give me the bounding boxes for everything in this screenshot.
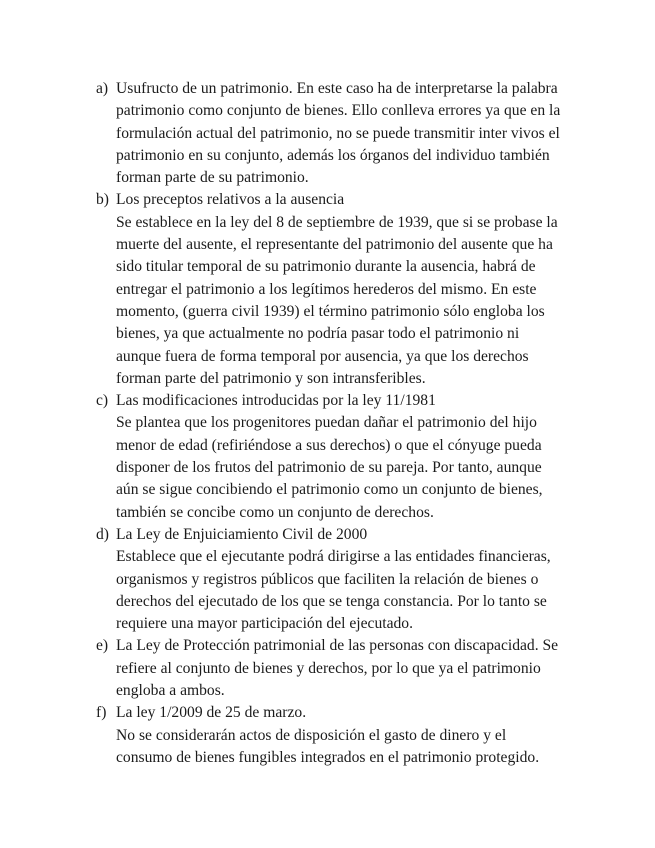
text-line: La Ley de Protección patrimonial de las personas con discapacidad. Se (116, 637, 559, 655)
text-line: muerte del ausente, el representante del patrimonio del ausente que ha (116, 236, 553, 254)
text-line: Establece que el ejecutante podrá dirigirse a las entidades financieras, (116, 548, 551, 566)
list-marker: f) (96, 704, 107, 722)
list-item-a (0, 78, 655, 189)
document-page (0, 78, 655, 769)
list-marker: d) (96, 525, 109, 543)
text-line: derechos del ejecutado de los que se tenga constancia. Por lo tanto se (116, 592, 547, 610)
text-line: requiere una mayor participación del ejecutado. (116, 615, 414, 633)
list-item-text (116, 390, 582, 524)
text-line: No se considerarán actos de disposición el gasto de dinero y el (116, 726, 507, 744)
text-line: aún se sigue concibiendo el patrimonio como un conjunto de bienes, (116, 481, 543, 499)
list-item-e (0, 635, 655, 702)
list-item-text (116, 635, 582, 702)
list-item-text (116, 524, 582, 635)
list-item-b (0, 189, 655, 390)
text-line: refiere al conjunto de bienes y derechos, por lo que ya el patrimonio (116, 659, 541, 677)
text-line: bienes, ya que actualmente no podría pasar todo el patrimonio ni (116, 325, 520, 343)
text-line: Se plantea que los progenitores puedan dañar el patrimonio del hijo (116, 414, 537, 432)
text-line: forman parte del patrimonio y son intransferibles. (116, 369, 426, 387)
list-item-text (116, 189, 582, 390)
text-line: patrimonio en su conjunto, además los órganos del individuo también (116, 146, 550, 164)
text-line: momento, (guerra civil 1939) el término patrimonio sólo engloba los (116, 302, 545, 320)
list-item-d (0, 524, 655, 635)
text-line: engloba a ambos. (116, 682, 225, 700)
list-marker: c) (96, 392, 109, 410)
item-heading: La ley 1/2009 de 25 de marzo. (116, 704, 307, 722)
text-line: formulación actual del patrimonio, no se puede transmitir inter vivos el (116, 124, 560, 142)
text-line: aunque fuera de forma temporal por ausencia, ya que los derechos (116, 347, 529, 365)
list-item-c (0, 390, 655, 524)
text-line: Se establece en la ley del 8 de septiembre de 1939, que si se probase la (116, 213, 558, 231)
text-line: sido titular temporal de su patrimonio durante la ausencia, habrá de (116, 258, 536, 276)
text-line: forman parte de su patrimonio. (116, 169, 309, 187)
list-item-text (116, 702, 582, 769)
item-heading: La Ley de Enjuiciamiento Civil de 2000 (116, 525, 368, 543)
text-line: también se concibe como un conjunto de derechos. (116, 503, 434, 521)
text-line: organismos y registros públicos que faciliten la relación de bienes o (116, 570, 539, 588)
item-heading: Las modificaciones introducidas por la ley 11/1981 (116, 392, 436, 410)
item-heading: Los preceptos relativos a la ausencia (116, 191, 345, 209)
text-line: disponer de los frutos del patrimonio de su pareja. Por tanto, aunque (116, 459, 542, 477)
text-line: menor de edad (refiriéndose a sus derechos) o que el cónyuge pueda (116, 436, 542, 454)
text-line: consumo de bienes fungibles integrados en el patrimonio protegido. (116, 748, 540, 766)
list-item-f (0, 702, 655, 769)
text-line: Usufructo de un patrimonio. En este caso ha de interpretarse la palabra (116, 80, 558, 97)
list-marker: b) (96, 191, 109, 209)
list-item-text (116, 78, 582, 189)
list-marker: a) (96, 80, 109, 97)
text-line: entregar el patrimonio a los legítimos herederos del mismo. En este (116, 280, 537, 298)
list-marker: e) (96, 637, 109, 655)
text-line: patrimonio como conjunto de bienes. Ello conlleva errores ya que en la (116, 102, 561, 120)
